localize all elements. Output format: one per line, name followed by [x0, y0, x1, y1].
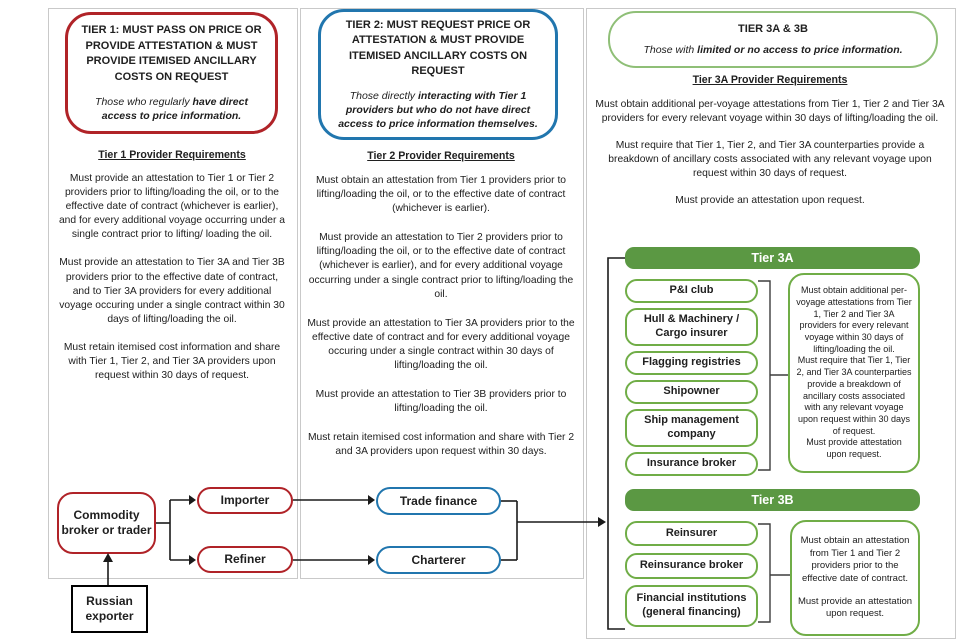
tier2-note-prefix: Those directly [349, 89, 418, 102]
tier3b-item-reinsurer: Reinsurer [625, 521, 758, 546]
tier1-note-bold: have direct access to price information. [101, 95, 248, 122]
tier2-paragraph: Must obtain an attestation from Tier 1 providers prior to lifting/loading the oil, or to the effective date of contract (whichever is earlier). [315, 175, 567, 215]
tier1-paragraphs [56, 172, 288, 383]
tier3b-side-note: Must obtain an attestation from Tier 1 and Tier 2 providers prior to the effective date of contract. [800, 535, 910, 584]
tier3b-bar: Tier 3B [625, 489, 920, 511]
tier2-paragraph: Must retain itemised cost information and share with Tier 2 and 3A providers upon request within 30 days. [307, 432, 575, 458]
tier2-paragraph: Must provide an attestation to Tier 3B providers prior to lifting/loading the oil. [315, 389, 567, 415]
tier1-header-box [65, 12, 278, 134]
tier3a-side-note: Must require that Tier 1, Tier 2, and Tier 3A counterparties provide a breakdown of ancillary costs associated with any relevant voyage upon request within 30 days of request. [796, 355, 912, 436]
tier3-header-box [608, 11, 938, 68]
tier3-paragraph: Must provide an attestation upon request. [675, 195, 865, 207]
tier2-paragraph: Must provide an attestation to Tier 3A providers prior to the effective date of contract and for every additional voyage occuring under a single contract within 30 days of lifting/loading the oil. [307, 317, 575, 372]
tier2-header-box [318, 9, 558, 140]
tier2-title: TIER 2: MUST REQUEST PRICE OR ATTESTATION & MUST PROVIDE ITEMISED ANCILLARY COSTS ON REQUEST [345, 18, 531, 78]
tier3-paragraph: Must obtain additional per-voyage attestations from Tier 1, Tier 2 and Tier 3A providers for every relevant voyage within 30 days of lifting/loading the oil. [595, 99, 945, 125]
tier1-requirements-heading: Tier 1 Provider Requirements [98, 149, 246, 161]
tier3-paragraph: Must require that Tier 1, Tier 2, and Tier 3A counterparties provide a breakdown of ancillary costs associated with any relevant voyage upon request within 30 days of request. [608, 140, 932, 180]
tier3b-side-note-box [790, 520, 920, 636]
tier1-note-prefix: Those who regularly [95, 95, 193, 108]
tier3-note [620, 43, 926, 57]
tier2-requirements-heading: Tier 2 Provider Requirements [367, 150, 515, 162]
tier3a-item-flagging-registries: Flagging registries [625, 351, 758, 375]
tier3a-item-hull-machinery: Hull & Machinery / Cargo insurer [625, 308, 758, 346]
tier1-note [78, 95, 265, 123]
tier3a-item-insurance-broker: Insurance broker [625, 452, 758, 476]
tier1-paragraph: Must provide an attestation to Tier 1 or Tier 2 providers prior to lifting/loading the oil, or to the effective date of contract (whichever is earlier), and for every additional voyage occurring under a single contract prior to lifting/ loading the oil. [58, 173, 286, 241]
tier3b-side-note: Must provide an attestation upon request. [797, 595, 913, 620]
tier3-paragraphs [592, 98, 948, 209]
tier3a-side-note-box [788, 273, 920, 473]
tier2-paragraph: Must provide an attestation to Tier 2 providers prior to lifting/loading the oil, or to the effective date of contract (whichever is earlier), and for every additional voyage occurring under a single contract prior to lifting/loading the oil. [308, 232, 574, 300]
tier3-note-bold: limited or no access to price information. [697, 43, 903, 56]
tier3b-item-financial-institutions: Financial institutions (general financing) [625, 585, 758, 627]
tier3a-item-pi-club: P&I club [625, 279, 758, 303]
refiner-node: Refiner [197, 546, 293, 573]
tier3a-item-shipowner: Shipowner [625, 380, 758, 404]
tier1-title: TIER 1: MUST PASS ON PRICE OR PROVIDE ATTESTATION & MUST PROVIDE ITEMISED ANCILLARY COSTS ON REQUEST [81, 24, 262, 83]
tier1-paragraph: Must provide an attestation to Tier 3A and Tier 3B providers prior to the effective date of contract, and to Tier 3A providers for every additional voyage occuring under a single contract within 30 days of lifting/loading the oil. [59, 257, 285, 325]
trade-finance-node: Trade finance [376, 487, 501, 515]
tier2-note-bold: interacting with Tier 1 providers but who do not have direct access to price information themselves. [338, 89, 538, 131]
tier3-title: TIER 3A & 3B [738, 23, 808, 36]
importer-node: Importer [197, 487, 293, 514]
tier2-paragraphs [304, 174, 578, 460]
tier1-paragraph: Must retain itemised cost information and share with Tier 1, Tier 2, and Tier 3A providers upon request within 30 days of request. [63, 341, 281, 382]
tier3a-side-note: Must provide attestation upon request. [806, 437, 902, 459]
tier3a-item-ship-management: Ship management company [625, 409, 758, 447]
tier2-note [331, 89, 545, 132]
tier3a-bar: Tier 3A [625, 247, 920, 269]
tier3a-requirements-heading: Tier 3A Provider Requirements [692, 74, 848, 86]
tier3-note-prefix: Those with [643, 43, 698, 56]
commodity-broker-node: Commodity broker or trader [57, 492, 156, 554]
tier3a-side-note: Must obtain additional per-voyage attestations from Tier 1, Tier 2 and Tier 3A providers for every relevant voyage within 30 days of lifting/loading the oil. [796, 285, 912, 354]
tier3b-item-reinsurance-broker: Reinsurance broker [625, 553, 758, 579]
charterer-node: Charterer [376, 546, 501, 574]
russian-exporter-node: Russian exporter [71, 585, 148, 633]
